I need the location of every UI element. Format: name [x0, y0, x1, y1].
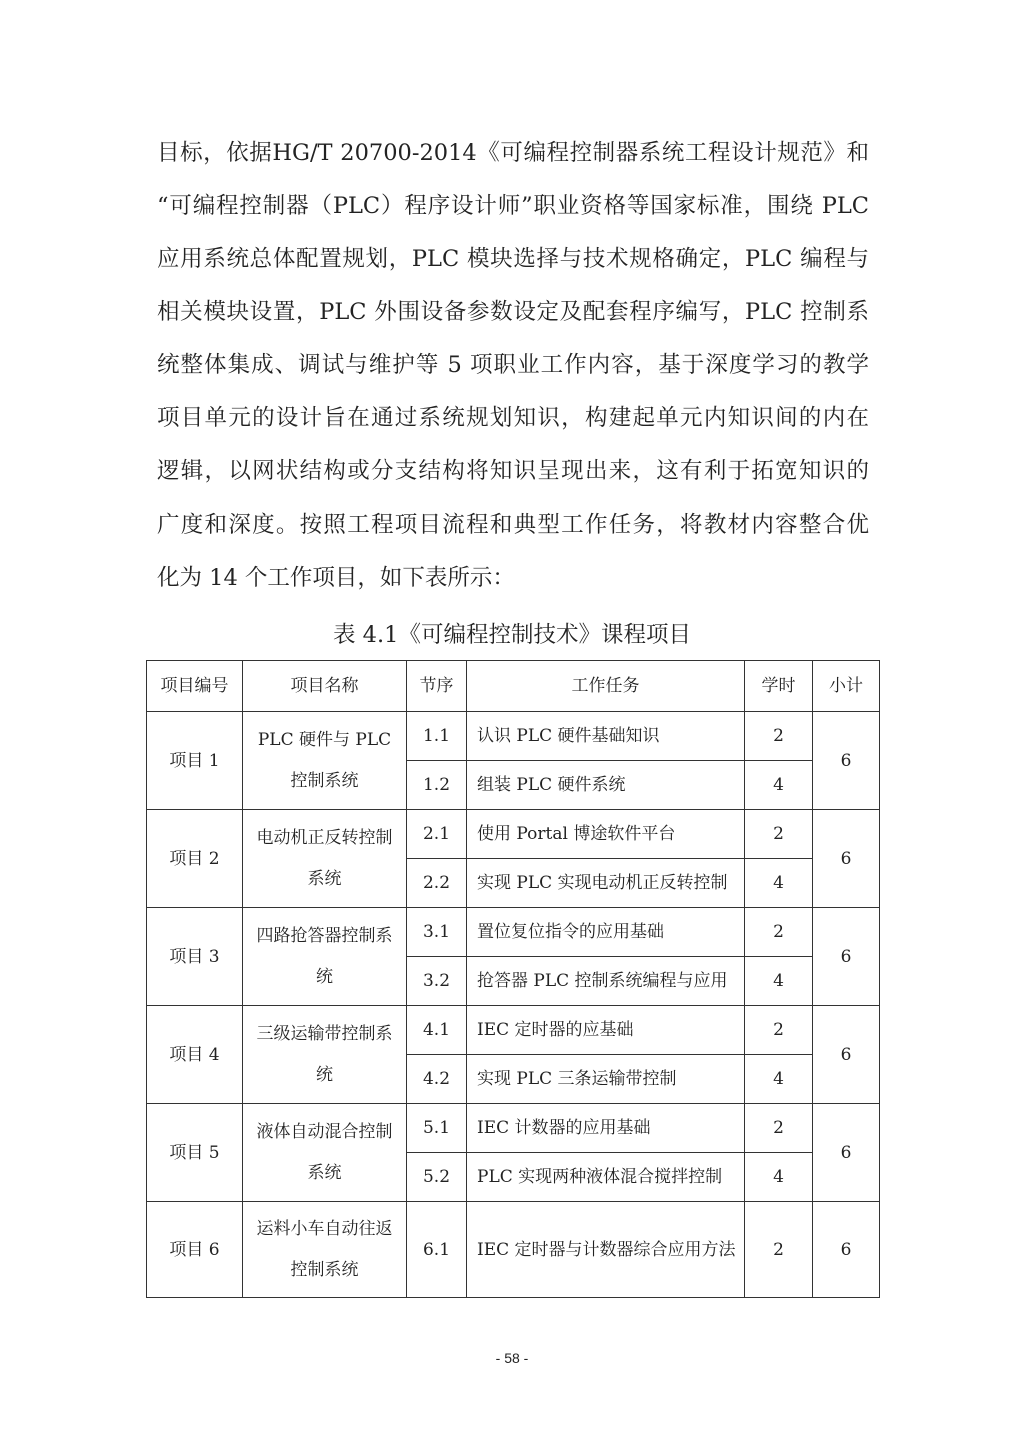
header-work-task: 工作任务: [467, 661, 745, 712]
section-no-cell: 5.2: [407, 1153, 467, 1202]
section-no-cell: 5.1: [407, 1104, 467, 1153]
hours-cell: 2: [745, 908, 813, 957]
table-caption: 表 4.1《可编程控制技术》课程项目: [333, 622, 691, 648]
task-cell: IEC 定时器的应基础: [467, 1006, 745, 1055]
task-cell: 组装 PLC 硬件系统: [467, 761, 745, 810]
task-cell: PLC 实现两种液体混合搅拌控制: [467, 1153, 745, 1202]
task-cell: IEC 定时器与计数器综合应用方法: [467, 1202, 745, 1298]
section-no-cell: 2.1: [407, 810, 467, 859]
project-id-cell: 项目 5: [147, 1104, 243, 1202]
table-header-row: [147, 661, 880, 712]
header-project-id: 项目编号: [147, 661, 243, 712]
project-id-cell: 项目 6: [147, 1202, 243, 1298]
hours-cell: 4: [745, 1153, 813, 1202]
task-cell: 认识 PLC 硬件基础知识: [467, 712, 745, 761]
paragraph-line: 化为 14 个工作项目，如下表所示：: [157, 565, 515, 591]
task-cell: 置位复位指令的应用基础: [467, 908, 745, 957]
project-name-cell: 电动机正反转控制系统: [243, 810, 407, 908]
subtotal-cell: 6: [813, 712, 880, 810]
subtotal-cell: 6: [813, 1202, 880, 1298]
table-row: [147, 1202, 880, 1298]
paragraph-line: “可编程控制器（PLC）程序设计师”职业资格等国家标准，围绕 PLC: [157, 193, 869, 219]
paragraph-line: 逻辑，以网状结构或分支结构将知识呈现出来，这有利于拓宽知识的: [157, 458, 869, 484]
paragraph-line: 相关模块设置，PLC 外围设备参数设定及配套程序编写，PLC 控制系: [157, 299, 869, 325]
subtotal-cell: 6: [813, 908, 880, 1006]
hours-cell: 2: [745, 810, 813, 859]
paragraph-line: 目标，依据HG/T 20700-2014《可编程控制器系统工程设计规范》和: [157, 140, 869, 166]
paragraph-line: 项目单元的设计旨在通过系统规划知识，构建起单元内知识间的内在: [157, 405, 869, 431]
task-cell: 实现 PLC 实现电动机正反转控制: [467, 859, 745, 908]
project-name-cell: 三级运输带控制系统: [243, 1006, 407, 1104]
hours-cell: 4: [745, 859, 813, 908]
table-row: [147, 908, 880, 957]
section-no-cell: 1.2: [407, 761, 467, 810]
table-row: [147, 1006, 880, 1055]
hours-cell: 2: [745, 1104, 813, 1153]
header-subtotal: 小计: [813, 661, 880, 712]
subtotal-cell: 6: [813, 1006, 880, 1104]
table-row: [147, 712, 880, 761]
hours-cell: 2: [745, 1006, 813, 1055]
course-project-table: [146, 660, 880, 1298]
project-name-cell: 运料小车自动往返控制系统: [243, 1202, 407, 1298]
section-no-cell: 1.1: [407, 712, 467, 761]
project-id-cell: 项目 3: [147, 908, 243, 1006]
table-row: [147, 1104, 880, 1153]
header-project-name: 项目名称: [243, 661, 407, 712]
task-cell: IEC 计数器的应用基础: [467, 1104, 745, 1153]
section-no-cell: 3.1: [407, 908, 467, 957]
project-id-cell: 项目 4: [147, 1006, 243, 1104]
task-cell: 使用 Portal 博途软件平台: [467, 810, 745, 859]
section-no-cell: 2.2: [407, 859, 467, 908]
project-id-cell: 项目 1: [147, 712, 243, 810]
table-row: [147, 810, 880, 859]
hours-cell: 2: [745, 1202, 813, 1298]
section-no-cell: 4.2: [407, 1055, 467, 1104]
section-no-cell: 3.2: [407, 957, 467, 1006]
hours-cell: 4: [745, 957, 813, 1006]
subtotal-cell: 6: [813, 810, 880, 908]
project-name-cell: PLC 硬件与 PLC 控制系统: [243, 712, 407, 810]
section-no-cell: 6.1: [407, 1202, 467, 1298]
project-id-cell: 项目 2: [147, 810, 243, 908]
hours-cell: 2: [745, 712, 813, 761]
page-number: - 58 -: [495, 1350, 529, 1366]
paragraph-line: 统整体集成、调试与维护等 5 项职业工作内容，基于深度学习的教学: [157, 352, 869, 378]
task-cell: 实现 PLC 三条运输带控制: [467, 1055, 745, 1104]
task-cell: 抢答器 PLC 控制系统编程与应用: [467, 957, 745, 1006]
section-no-cell: 4.1: [407, 1006, 467, 1055]
project-name-cell: 液体自动混合控制系统: [243, 1104, 407, 1202]
header-section-no: 节序: [407, 661, 467, 712]
paragraph-line: 广度和深度。按照工程项目流程和典型工作任务，将教材内容整合优: [157, 512, 869, 538]
paragraph-line: 应用系统总体配置规划，PLC 模块选择与技术规格确定，PLC 编程与: [157, 246, 869, 272]
project-name-cell: 四路抢答器控制系统: [243, 908, 407, 1006]
hours-cell: 4: [745, 1055, 813, 1104]
hours-cell: 4: [745, 761, 813, 810]
subtotal-cell: 6: [813, 1104, 880, 1202]
header-hours: 学时: [745, 661, 813, 712]
